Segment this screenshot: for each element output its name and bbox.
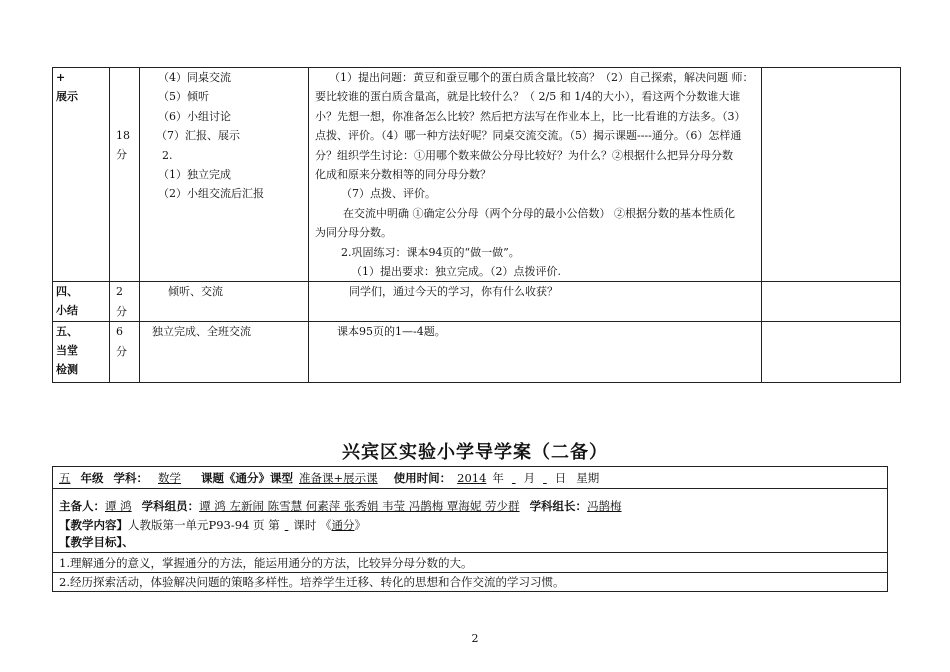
teacher-line: 课本95页的1—-4题。 [337,325,446,339]
goal-item: 2.经历探索活动，体验解决问题的策略多样性。培养学生迁移、转化的思想和合作交流的学习习惯。 [59,575,565,589]
grade-label: 年级 [80,471,104,485]
content-label: 【教学内容】 [59,518,128,532]
teacher-activity-cell [309,68,762,282]
student-activity-cell [140,282,309,322]
page-title: 兴宾区实验小学导学案（二备） [342,442,608,463]
goals-label: 【教学目标】、 [59,535,134,549]
divider [53,572,887,573]
stage-line: 四、 [56,285,78,299]
content-text-2: 课时 《 [293,518,332,532]
time-line: 18 [116,129,130,142]
teacher-line: 为同分母分数。 [315,226,392,240]
content-topic: 通分 [331,518,355,532]
stage-cell [53,322,110,383]
goal-item: 1.理解通分的意义，掌握通分的方法，能运用通分的方法，比较异分母分数的大。 [59,556,473,570]
teacher-line: 同学们，通过今天的学习，你有什么收获？ [349,285,558,299]
time-line: 6 [116,325,123,339]
year-value: 2014 [457,471,487,485]
week-label: 星期 [576,471,600,485]
day-label: 日 [554,471,567,485]
month-label: 月 [523,471,536,485]
activity-line: 倾听、交流 [168,285,223,299]
activity-line: 独立完成、全班交流 [152,325,251,339]
teacher-line: 2.巩固练习：课本94页的“做一做”。 [341,245,520,259]
teacher-line: 小？先想一想，你准备怎么比较？然后把方法写在作业本上，比一比看谁的方法多。（3） [315,109,746,123]
notes-cell [762,68,901,282]
activity-line: （5）倾听 [158,90,209,104]
subject-value: 数学 [158,471,181,485]
page-number: 2 [471,632,479,645]
group-label: 学科组员： [141,499,200,513]
group-members: 谭 鸿 左新闹 陈雪慧 何素萍 张秀娟 韦莹 冯鹊梅 覃海妮 劳少群 [199,499,520,513]
teacher-activity-cell [309,322,762,383]
content-text: 人教版第一单元P93-94 页 第 [128,518,280,532]
activity-line: 2. [162,148,173,162]
teacher-line: 点拨、评价。（4）哪一种方法好呢？同桌交流交流。（5）揭示课题----通分。（6）怎样通 [315,129,742,143]
stage-cell [53,68,110,282]
notes-cell [762,322,901,383]
lesson-process-table [52,67,901,383]
time-cell [110,282,140,322]
time-line: 分 [116,344,127,358]
grade-value: 五 [59,471,71,485]
lesson-type-value: 准备课+展示课 [299,471,378,485]
host-label: 主备人： [59,499,105,513]
year-label: 年 [492,471,504,485]
stage-cell [53,282,110,322]
stage-line: 展示 [56,90,78,103]
activity-line: （4）同桌交流 [158,71,231,84]
activity-line: （2）小组交流后汇报 [158,187,264,201]
activity-line: （7）汇报、展示 [156,129,240,143]
teacher-line: （1）提出问题：黄豆和蚕豆哪个的蛋白质含量比较高？（2）自己探索，解决问题 师： [329,71,754,84]
time-line: 分 [116,148,127,162]
teacher-activity-cell [309,282,762,322]
time-cell [110,68,140,282]
header-row [53,467,887,489]
activity-line: （1）独立完成 [158,168,231,182]
notes-cell [762,282,901,322]
subject-label: 学科： [113,471,148,485]
table-row-display [53,68,901,282]
stage-line: 当堂 [56,344,78,358]
leader-label: 学科组长： [529,499,588,513]
stage-line: + [56,71,66,84]
time-line: 分 [116,304,127,318]
stage-line: 五、 [56,325,78,339]
plan-info-box [52,466,888,592]
people-row [59,498,622,514]
use-time-label: 使用时间： [393,471,452,485]
leader-value: 冯鹊梅 [587,499,622,513]
stage-line: 检测 [56,363,78,377]
teacher-line: 在交流中明确 ①确定公分母（两个分母的最小公倍数） ②根据分数的基本性质化 [343,206,735,220]
teacher-line: 化成和原来分数相等的同分母分数？ [315,168,491,182]
table-row-check [53,322,901,383]
stage-line: 小结 [56,304,78,318]
content-close: 》 [354,518,367,532]
divider [53,552,887,553]
time-cell [110,322,140,383]
content-row [59,517,366,533]
teacher-line: （1）提出要求：独立完成。（2）点拨评价. [351,265,561,279]
topic-label: 课题《通分》课型 [201,471,293,485]
student-activity-cell [140,68,309,282]
teacher-line: （7）点拨、评价。 [341,187,436,201]
activity-line: （6）小组讨论 [158,109,231,123]
student-activity-cell [140,322,309,383]
teacher-line: 分？组织学生讨论：①用哪个数来做公分母比较好？为什么？②根据什么把异分母分数 [315,148,733,162]
host-value: 谭 鸿 [105,499,132,513]
time-line: 2 [116,285,123,299]
teacher-line: 要比较谁的蛋白质含量高，就是比较什么？（ 2/5 和 1/4的大小），看这两个分数谁大谁 [315,90,741,104]
table-row-summary [53,282,901,322]
